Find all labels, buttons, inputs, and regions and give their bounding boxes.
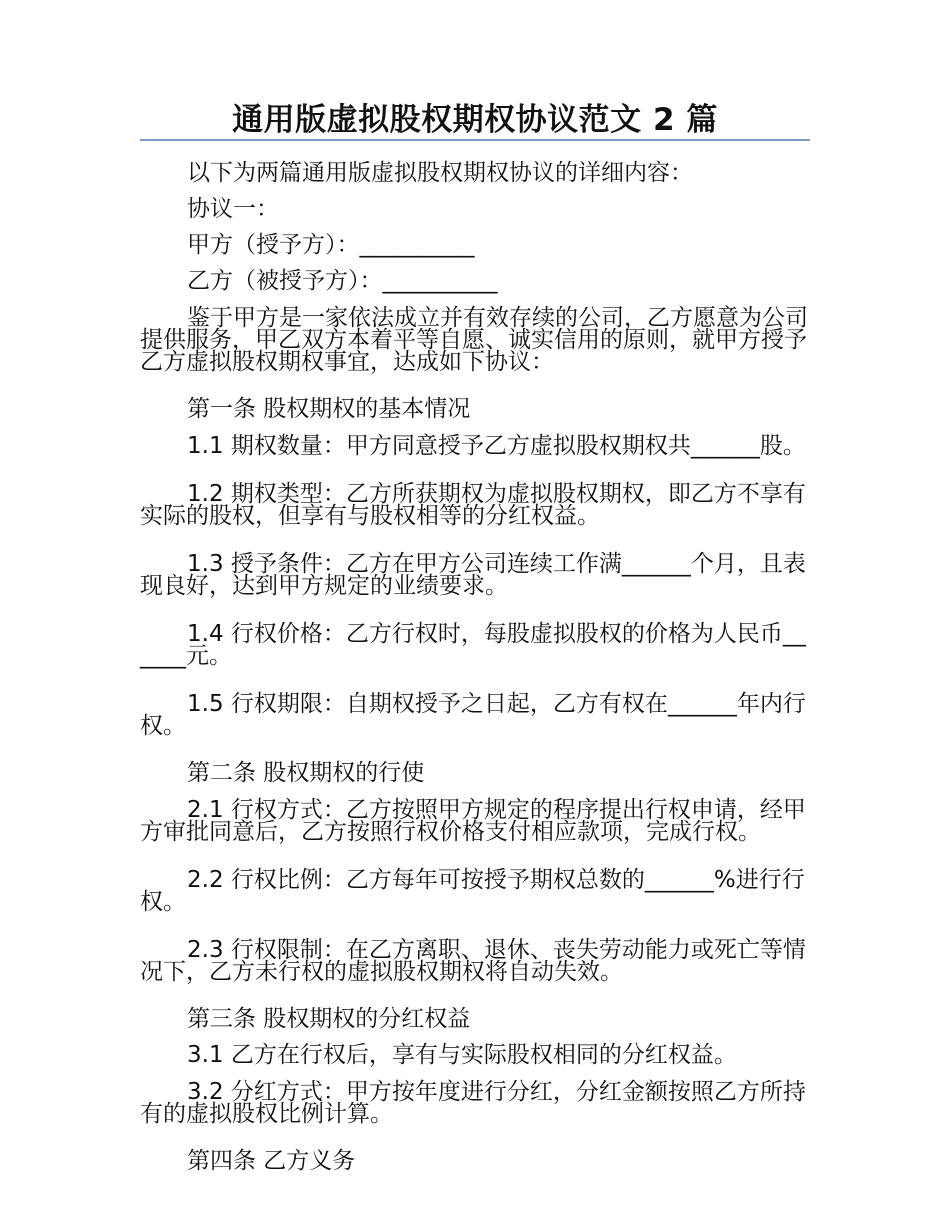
clause-3-2: 3.2 分红方式：甲方按年度进行分红，分红金额按照乙方所持有的虚拟股权比例计算。 (140, 1079, 806, 1127)
article-4-heading: 第四条 乙方义务 (187, 1148, 356, 1174)
clause-1-2: 1.2 期权类型：乙方所获期权为虚拟股权期权，即乙方不享有实际的股权，但享有与股权相等的分红权益。 (140, 481, 806, 529)
article-3-heading: 第三条 股权期权的分红权益 (187, 1006, 471, 1032)
agreement-heading: 协议一： (187, 196, 279, 222)
intro-paragraph: 以下为两篇通用版虚拟股权期权协议的详细内容： (187, 160, 693, 186)
party-a-line: 甲方（授予方）：__________ (187, 232, 475, 258)
preamble-paragraph: 鉴于甲方是一家依法成立并有效存续的公司，乙方愿意为公司提供服务，甲乙双方本着平等自愿、诚实信用的原则，就甲方授予乙方虚拟股权期权事宜，达成如下协议： (140, 305, 808, 375)
clause-2-1: 2.1 行权方式：乙方按照甲方规定的程序提出行权申请，经甲方审批同意后，乙方按照行权价格支付相应款项，完成行权。 (140, 797, 806, 845)
document-title: 通用版虚拟股权期权协议范文 2 篇 (232, 102, 718, 138)
clause-1-3: 1.3 授予条件：乙方在甲方公司连续工作满______个月，且表现良好，达到甲方规定的业绩要求。 (140, 551, 806, 599)
party-b-line: 乙方（被授予方）：__________ (187, 268, 498, 294)
title-underline (140, 139, 810, 141)
article-1-heading: 第一条 股权期权的基本情况 (187, 396, 471, 422)
clause-2-2: 2.2 行权比例：乙方每年可按授予期权总数的______%进行行权。 (140, 867, 805, 915)
clause-1-5: 1.5 行权期限：自期权授予之日起，乙方有权在______年内行权。 (140, 691, 806, 739)
document-body (140, 153, 810, 1177)
clause-1-4: 1.4 行权价格：乙方行权时，每股虚拟股权的价格为人民币______元。 (140, 621, 806, 669)
clause-1-1: 1.1 期权数量：甲方同意授予乙方虚拟股权期权共______股。 (187, 433, 806, 459)
clause-2-3: 2.3 行权限制：在乙方离职、退休、丧失劳动能力或死亡等情况下，乙方未行权的虚拟股权期权将自动失效。 (140, 937, 806, 985)
article-2-heading: 第二条 股权期权的行使 (187, 760, 425, 786)
clause-3-1: 3.1 乙方在行权后，享有与实际股权相同的分红权益。 (187, 1042, 737, 1068)
